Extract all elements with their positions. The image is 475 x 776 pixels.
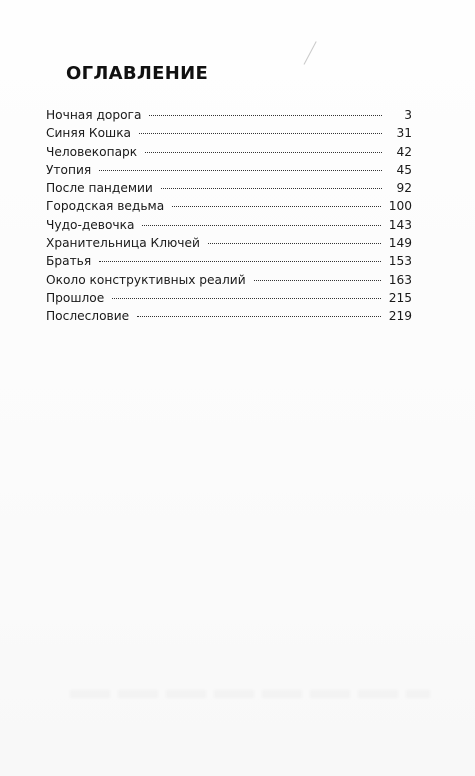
toc-leader-dots [149,115,382,116]
toc-entry [46,179,412,197]
toc-entry-page: 149 [388,236,412,251]
toc-entry-page: 153 [388,254,412,269]
toc-entry [46,124,412,142]
toc-entry [46,234,412,252]
toc-entry [46,307,412,325]
toc-entry-page: 31 [396,126,412,141]
toc-entry [46,289,412,307]
toc-leader-dots [139,133,382,134]
toc-entry-title: Городская ведьма [46,199,165,214]
table-of-contents [46,106,412,326]
toc-leader-dots [142,225,380,226]
toc-entry-title: Ночная дорога [46,108,142,122]
toc-entry-title: Братья [46,254,92,269]
page-title: ОГЛАВЛЕНИЕ [66,63,209,84]
toc-entry [46,106,412,124]
toc-entry [46,271,412,289]
toc-entry-title: Чудо-девочка [46,217,135,232]
toc-entry-page: 219 [388,309,412,324]
toc-entry-page: 143 [388,217,412,232]
toc-entry-page: 163 [388,272,412,287]
show-through-text [70,690,430,698]
toc-entry [46,216,412,234]
toc-entry-page: 42 [396,144,412,159]
toc-entry-page: 45 [396,162,412,177]
toc-entry-page: 3 [404,108,412,122]
toc-leader-dots [161,188,382,189]
toc-entry-title: После пандемии [46,181,153,196]
toc-entry-title: Хранительница Ключей [46,236,200,251]
toc-entry-title: Утопия [46,162,92,177]
toc-entry-title: Прошлое [46,290,105,305]
toc-entry-title: Послесловие [46,309,130,324]
toc-leader-dots [254,280,381,281]
toc-entry [46,143,412,161]
toc-entry-page: 215 [388,290,412,305]
toc-leader-dots [99,170,382,171]
toc-entry [46,252,412,270]
toc-entry-title: Синяя Кошка [46,126,132,141]
toc-leader-dots [112,298,380,299]
toc-entry-title: Около конструктивных реалий [46,272,246,287]
toc-leader-dots [99,261,381,262]
toc-entry [46,197,412,215]
toc-leader-dots [172,206,381,207]
toc-entry [46,161,412,179]
toc-entry-page: 92 [396,181,412,196]
toc-leader-dots [208,243,381,244]
toc-leader-dots [137,316,381,317]
pencil-mark [304,41,317,64]
toc-entry-title: Человекопарк [46,144,138,159]
toc-leader-dots [145,152,382,153]
toc-entry-page: 100 [388,199,412,214]
